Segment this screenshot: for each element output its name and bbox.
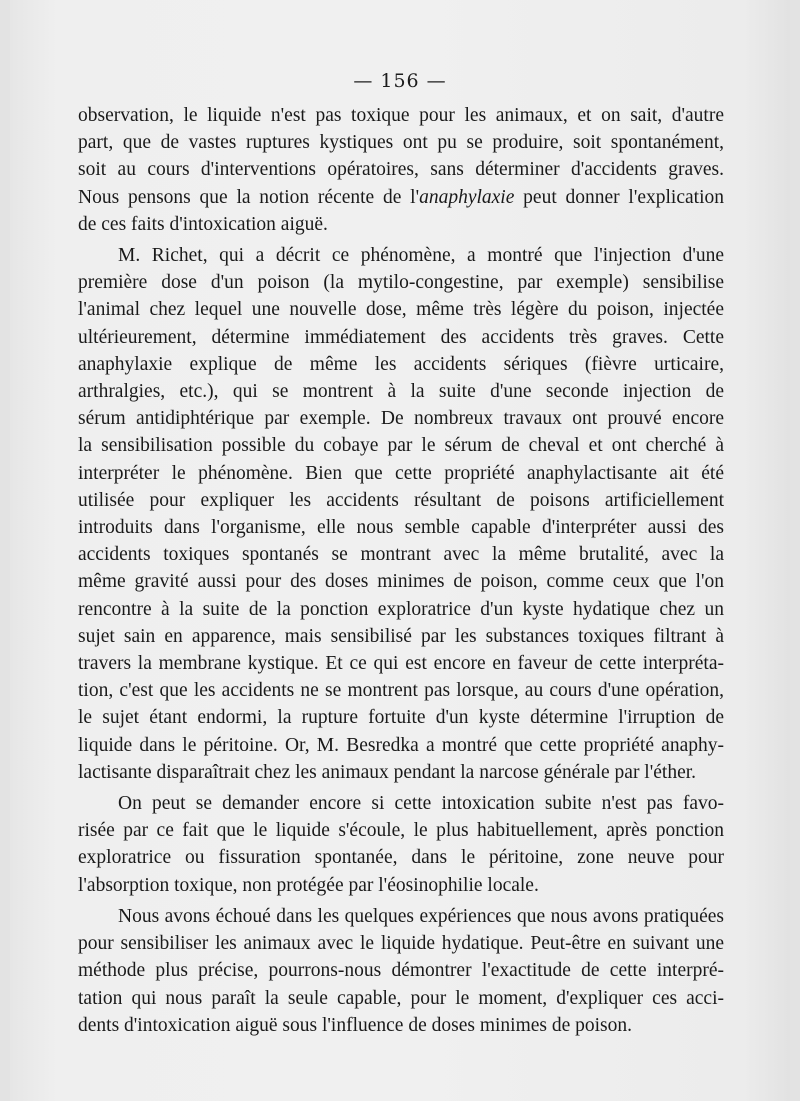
text-run: sujet sain en apparence, mais sensibilisé par les substances toxiques filtrant à [78, 625, 724, 647]
text-line [78, 378, 724, 405]
text-line [78, 957, 724, 984]
text-line [78, 432, 724, 459]
text-run: Nous pensons que la notion récente de l' [78, 186, 420, 208]
text-run: tion, c'est que les accidents ne se montrent pas lorsque, au cours d'une opération, [78, 680, 724, 702]
text-run: même gravité aussi pour des doses minimes de poison, comme ceux que l'on [78, 571, 724, 593]
text-run: de ces faits d'intoxication aiguë. [78, 213, 328, 235]
text-run: le sujet étant endormi, la rupture fortuite d'un kyste détermine l'irruption de [78, 707, 724, 729]
text-run: travers la membrane kystique. Et ce qui est encore en faveur de cette interpréta- [78, 653, 724, 675]
text-line [78, 269, 724, 296]
text-line [78, 129, 724, 156]
text-line [78, 211, 724, 238]
text-line [78, 817, 724, 844]
text-run: M. Richet, qui a décrit ce phénomène, a montré que l'injection d'une [118, 245, 724, 267]
text-run: méthode plus précise, pourrons-nous démontrer l'exactitude de cette interpré- [78, 960, 724, 982]
text-line [78, 596, 724, 623]
text-line [78, 790, 724, 817]
text-line [78, 156, 724, 183]
text-run: utilisée pour expliquer les accidents résultant de poisons artificiellement [78, 489, 724, 511]
text-run: On peut se demander encore si cette intoxication subite n'est pas favo- [118, 793, 724, 815]
text-run: dents d'intoxication aiguë sous l'influence de doses minimes de poison. [78, 1014, 633, 1036]
text-run: la sensibilisation possible du cobaye par le sérum de cheval et ont cherché à [78, 435, 724, 457]
text-line [78, 102, 724, 129]
text-line [78, 732, 724, 759]
text-run: introduits dans l'organisme, elle nous semble capable d'interpréter aussi des [78, 517, 724, 539]
text-run: observation, le liquide n'est pas toxique pour les animaux, et on sait, d'autre [78, 105, 724, 126]
text-line [78, 1012, 724, 1039]
text-run: exploratrice ou fissuration spontanée, dans le péritoine, zone neuve pour [78, 847, 724, 869]
text-line [78, 514, 724, 541]
text-run: lactisante disparaîtrait chez les animaux pendant la narcose générale par l'éther. [78, 761, 697, 783]
text-line [78, 324, 724, 351]
text-line [78, 759, 724, 786]
text-run: soit au cours d'interventions opératoires, sans déterminer d'accidents graves. [78, 159, 724, 181]
text-run: risée par ce fait que le liquide s'écoule, le plus habituellement, après ponction [78, 820, 724, 842]
text-line [78, 568, 724, 595]
text-line [78, 541, 724, 568]
text-line [78, 296, 724, 323]
text-run: arthralgies, etc.), qui se montrent à la suite d'une seconde injection de [78, 381, 724, 403]
text-line [78, 623, 724, 650]
text-line [78, 872, 724, 899]
text-line [78, 405, 724, 432]
text-line [78, 650, 724, 677]
text-line [78, 351, 724, 378]
text-run: part, que de vastes ruptures kystiques ont pu se produire, soit spontanément, [78, 132, 724, 154]
text-line [78, 844, 724, 871]
text-line [78, 903, 724, 930]
text-run: première dose d'un poison (la mytilo-congestine, par exemple) sensibilise [78, 272, 724, 294]
text-line [78, 704, 724, 731]
text-run: l'absorption toxique, non protégée par l'éosinophilie locale. [78, 874, 539, 896]
text-run: ultérieurement, détermine immédiatement des accidents très graves. Cette [78, 326, 724, 348]
text-line [78, 677, 724, 704]
text-run: peut donner l'explication [514, 186, 724, 208]
text-line [78, 985, 724, 1012]
text-line [78, 460, 724, 487]
text-run: Nous avons échoué dans les quelques expériences que nous avons pratiquées [118, 905, 724, 927]
text-run: accidents toxiques spontanés se montrant avec la même brutalité, avec la [78, 544, 724, 566]
text-run: l'animal chez lequel une nouvelle dose, même très légère du poison, injectée [78, 299, 724, 321]
text-run: tation qui nous paraît la seule capable, pour le moment, d'expliquer ces acci- [78, 987, 724, 1009]
text-run: pour sensibiliser les animaux avec le liquide hydatique. Peut-être en suivant une [78, 933, 724, 955]
text-run: rencontre à la suite de la ponction exploratrice d'un kyste hydatique chez un [78, 598, 724, 620]
text-run: liquide dans le péritoine. Or, M. Besredka a montré que cette propriété anaphy- [78, 734, 724, 756]
body-text [78, 102, 724, 1039]
text-line [78, 487, 724, 514]
text-run: anaphylaxie explique de même les accidents sériques (fièvre urticaire, [78, 353, 724, 375]
text-run: interpréter le phénomène. Bien que cette propriété anaphylactisante ait été [78, 462, 724, 484]
text-line [78, 930, 724, 957]
page-number: — 156 — [353, 70, 447, 92]
text-line [78, 184, 724, 211]
text-line [78, 242, 724, 269]
italic-term: anaphylaxie [419, 186, 515, 208]
text-run: sérum antidiphtérique par exemple. De nombreux travaux ont prouvé encore [78, 408, 724, 430]
